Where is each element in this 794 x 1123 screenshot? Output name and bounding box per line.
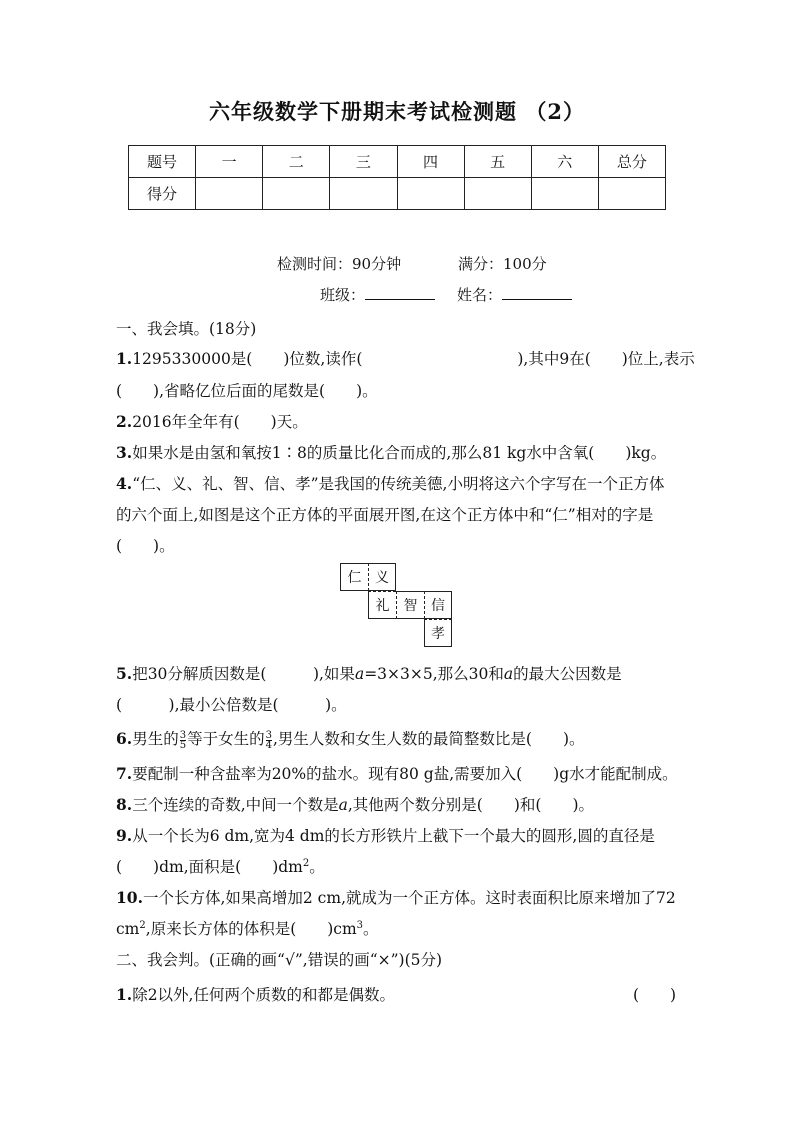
table-cell: 二	[263, 146, 330, 178]
question-text: =3×3×5,那么30和	[364, 665, 504, 683]
question-number: 8.	[116, 795, 133, 814]
score-input-cell[interactable]	[397, 178, 464, 210]
score-input-cell[interactable]	[196, 178, 263, 210]
class-field	[320, 284, 435, 305]
question-number: 10.	[116, 888, 143, 907]
question-text: 要配制一种含盐率为20%的盐水。现有80 g盐,需要加入( )g水才能配制成。	[132, 765, 678, 783]
fraction	[180, 731, 186, 750]
question-10	[116, 886, 676, 908]
question-6	[116, 727, 585, 750]
question-text: 如果水是由氢和氧按1∶8的质量比化合而成的,那么81 kg水中含氧( )kg。	[132, 444, 667, 462]
question-text: 男生的	[132, 730, 179, 748]
question-4-cont2: ( )。	[116, 537, 175, 555]
table-cell: 得分	[129, 178, 196, 210]
score-input-cell[interactable]	[263, 178, 330, 210]
section1-heading: 一、我会填。(18分)	[116, 320, 257, 338]
exam-time: 检测时间：90分钟	[277, 255, 402, 273]
table-cell: 三	[330, 146, 397, 178]
question-9	[116, 824, 655, 846]
question-text: 从一个长为6 dm,宽为4 dm的长方形铁片上截下一个最大的圆形,圆的直径是	[132, 827, 655, 845]
question-7	[116, 762, 678, 784]
question-1-cont: ( ),省略亿位后面的尾数是( )。	[116, 382, 378, 400]
question-text: “仁、义、礼、智、信、孝”是我国的传统美德,小明将这六个字写在一个正方体	[132, 475, 665, 493]
question-8	[116, 793, 594, 815]
question-9-cont	[116, 855, 325, 877]
numerator: 3	[265, 729, 272, 741]
table-cell: 六	[531, 146, 598, 178]
score-input-cell[interactable]	[598, 178, 665, 210]
denominator: 5	[179, 739, 187, 751]
table-cell: 五	[464, 146, 531, 178]
denominator: 4	[265, 739, 272, 751]
section2-heading: 二、我会判。(正确的画“√”,错误的画“×”)(5分)	[116, 951, 443, 969]
name-field	[457, 284, 572, 305]
question-text: 。	[363, 920, 379, 938]
question-text: 等于女生的	[187, 730, 265, 748]
class-label: 班级：	[320, 286, 366, 304]
question-number: 3.	[116, 443, 133, 462]
name-label: 姓名：	[457, 286, 503, 304]
question-text: ,男生人数和女生人数的最简整数比是( )。	[272, 730, 585, 748]
question-text: ,其他两个数分别是( )和( )。	[347, 796, 594, 814]
question-5	[116, 662, 622, 684]
answer-paren[interactable]: ( )	[633, 986, 677, 1004]
table-cell: 总分	[598, 146, 665, 178]
question-number: 1.	[116, 349, 133, 368]
question-text: 三个连续的奇数,中间一个数是	[132, 796, 339, 814]
question-number: 9.	[116, 826, 133, 845]
question-4-cont: 的六个面上,如图是这个正方体的平面展开图,在这个正方体中和“仁”相对的字是	[116, 506, 654, 524]
full-score: 满分：100分	[458, 255, 547, 273]
score-input-cell[interactable]	[330, 178, 397, 210]
question-text: 除2以外,任何两个质数的和都是偶数。	[132, 986, 395, 1004]
name-blank[interactable]	[502, 285, 572, 300]
table-cell: 题号	[129, 146, 196, 178]
question-text: ( )dm,面积是( )dm	[116, 858, 303, 876]
question-3	[116, 441, 666, 463]
superscript: 2	[139, 919, 146, 931]
table-row	[129, 146, 666, 178]
question-text: 的最大公因数是	[513, 665, 622, 683]
superscript: 3	[356, 919, 364, 931]
fraction	[266, 731, 272, 750]
question-text: 一个长方体,如果高增加2 cm,就成为一个正方体。这时表面积比原来增加了72	[142, 889, 676, 907]
net-face: 礼	[368, 591, 396, 619]
question-text: 。	[309, 858, 325, 876]
page-title: 六年级数学下册期末考试检测题 （2）	[209, 99, 585, 124]
table-cell: 一	[196, 146, 263, 178]
question-text: 1295330000是( )位数,读作( ),其中9在( )位上,表示	[132, 350, 695, 368]
question-1	[116, 347, 695, 369]
table-cell: 四	[397, 146, 464, 178]
variable-a: a	[354, 665, 365, 683]
score-input-cell[interactable]	[464, 178, 531, 210]
net-face: 信	[424, 591, 452, 619]
net-face: 孝	[424, 619, 452, 647]
question-text: ,原来长方体的体积是( )cm	[145, 920, 357, 938]
variable-a: a	[503, 665, 514, 683]
question-text: cm	[116, 920, 140, 938]
question-2	[116, 410, 308, 432]
net-face: 义	[368, 563, 396, 591]
net-face: 仁	[340, 563, 368, 591]
question-4	[116, 472, 664, 494]
question-number: 7.	[116, 764, 133, 783]
question-number: 1.	[116, 985, 133, 1004]
score-table	[128, 145, 666, 210]
class-blank[interactable]	[365, 285, 435, 300]
superscript: 2	[302, 857, 310, 869]
question-10-cont	[116, 917, 379, 939]
numerator: 3	[179, 729, 187, 741]
score-input-cell[interactable]	[531, 178, 598, 210]
judge-question-1	[116, 983, 395, 1005]
net-face: 智	[396, 591, 424, 619]
question-number: 5.	[116, 664, 133, 683]
question-number: 4.	[116, 474, 133, 493]
question-number: 2.	[116, 412, 133, 431]
question-text: 2016年全年有( )天。	[132, 413, 308, 431]
question-text: 把30分解质因数是( ),如果	[132, 665, 355, 683]
table-row	[129, 178, 666, 210]
question-5-cont: ( ),最小公倍数是( )。	[116, 696, 347, 714]
question-number: 6.	[116, 729, 133, 748]
variable-a: a	[338, 796, 348, 814]
